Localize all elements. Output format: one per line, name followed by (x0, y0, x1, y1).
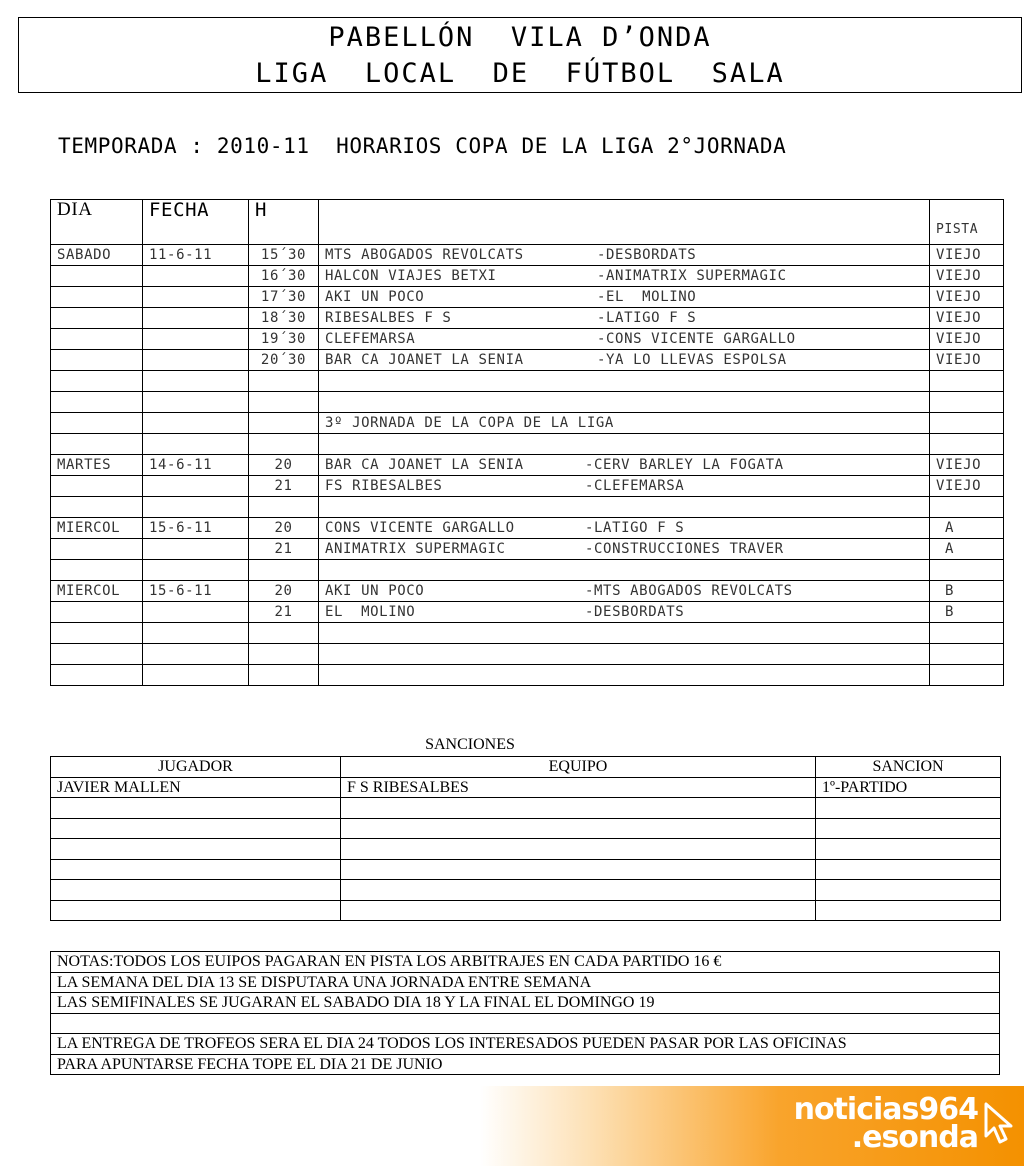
note-row (51, 972, 1000, 993)
cell-dia (51, 266, 143, 287)
away-team: -LATIGO F S (597, 310, 697, 326)
cell-jugador (51, 859, 341, 880)
away-team: -LATIGO F S (585, 520, 685, 536)
cell-match (319, 413, 930, 434)
col-match-header (319, 200, 930, 245)
cell-dia (51, 476, 143, 497)
cell-fecha: 11-6-11 (143, 245, 249, 266)
cell-match (319, 665, 930, 686)
cell-dia (51, 539, 143, 560)
cell-dia (51, 623, 143, 644)
cell-hora (249, 644, 319, 665)
cell-match (319, 518, 930, 539)
cell-match (319, 644, 930, 665)
note-text: PARA APUNTARSE FECHA TOPE EL DIA 21 DE JUNIO (51, 1054, 1000, 1075)
col-equipo-header: EQUIPO (341, 757, 816, 778)
home-team: MTS ABOGADOS REVOLCATS (325, 247, 524, 263)
schedule-row (51, 329, 1004, 350)
sanction-row (51, 798, 1001, 819)
cell-hora (249, 413, 319, 434)
cell-jugador: JAVIER MALLEN (51, 777, 341, 798)
sanctions-title: SANCIONES (425, 736, 515, 753)
cell-dia: MARTES (51, 455, 143, 476)
cell-match (319, 497, 930, 518)
cell-dia (51, 350, 143, 371)
schedule-row (51, 434, 1004, 455)
col-jugador-header: JUGADOR (51, 757, 341, 778)
cell-hora: 15´30 (249, 245, 319, 266)
cell-hora: 21 (249, 476, 319, 497)
cell-jugador (51, 880, 341, 901)
away-team: -YA LO LLEVAS ESPOLSA (597, 352, 787, 368)
cell-fecha (143, 308, 249, 329)
schedule-row (51, 455, 1004, 476)
cell-hora (249, 665, 319, 686)
home-team: EL MOLINO (325, 604, 416, 620)
cell-match (319, 329, 930, 350)
cell-fecha (143, 644, 249, 665)
cell-fecha (143, 371, 249, 392)
cell-match (319, 350, 930, 371)
cell-pista: VIEJO (930, 350, 1004, 371)
cell-match (319, 560, 930, 581)
away-team: -DESBORDATS (597, 247, 697, 263)
cell-match (319, 287, 930, 308)
cell-jugador (51, 818, 341, 839)
sanctions-header-row (51, 757, 1001, 778)
header-box (18, 17, 1022, 93)
cell-hora: 20 (249, 455, 319, 476)
home-team: CLEFEMARSA (325, 331, 416, 347)
cell-equipo (341, 839, 816, 860)
header-subtitle: LIGA LOCAL DE FÚTBOL SALA (255, 58, 785, 89)
cell-sancion (816, 880, 1001, 901)
cell-hora: 20 (249, 518, 319, 539)
brand-logo-line1: noticias964 (793, 1092, 978, 1127)
cell-dia (51, 434, 143, 455)
cell-fecha (143, 434, 249, 455)
home-team: AKI UN POCO (325, 583, 425, 599)
schedule-row (51, 308, 1004, 329)
home-team: ANIMATRIX SUPERMAGIC (325, 541, 506, 557)
home-team: HALCON VIAJES BETXI (325, 268, 497, 284)
away-team: -DESBORDATS (585, 604, 685, 620)
cell-pista (930, 497, 1004, 518)
cell-fecha (143, 602, 249, 623)
cell-equipo (341, 798, 816, 819)
cell-sancion (816, 839, 1001, 860)
notes-table (50, 951, 1000, 1075)
cell-pista: VIEJO (930, 476, 1004, 497)
brand-banner[interactable] (480, 1086, 1024, 1166)
note-text: LA SEMANA DEL DIA 13 SE DISPUTARA UNA JORNADA ENTRE SEMANA (51, 972, 1000, 993)
cell-pista: VIEJO (930, 308, 1004, 329)
col-sancion-header: SANCION (816, 757, 1001, 778)
cell-dia: MIERCOL (51, 581, 143, 602)
cell-dia (51, 371, 143, 392)
sanction-row (51, 880, 1001, 901)
schedule-row (51, 245, 1004, 266)
cell-dia (51, 392, 143, 413)
cell-pista: VIEJO (930, 455, 1004, 476)
cell-dia: MIERCOL (51, 518, 143, 539)
sanction-row (51, 839, 1001, 860)
cell-sancion (816, 798, 1001, 819)
cell-dia (51, 308, 143, 329)
cell-hora: 19´30 (249, 329, 319, 350)
home-team: BAR CA JOANET LA SENIA (325, 457, 524, 473)
cell-pista: VIEJO (930, 329, 1004, 350)
cell-fecha (143, 287, 249, 308)
schedule-row (51, 539, 1004, 560)
schedule-row (51, 476, 1004, 497)
col-dia-header: DIA (51, 200, 143, 245)
cell-match (319, 623, 930, 644)
cell-pista (930, 392, 1004, 413)
cell-equipo (341, 880, 816, 901)
away-team: -ANIMATRIX SUPERMAGIC (597, 268, 787, 284)
cell-fecha (143, 560, 249, 581)
schedule-table (50, 199, 1004, 686)
cell-pista: VIEJO (930, 287, 1004, 308)
cell-pista (930, 560, 1004, 581)
cell-pista: VIEJO (930, 245, 1004, 266)
cell-match (319, 371, 930, 392)
away-team: -MTS ABOGADOS REVOLCATS (585, 583, 793, 599)
round-note: 3º JORNADA DE LA COPA DE LA LIGA (325, 415, 614, 431)
schedule-row (51, 581, 1004, 602)
col-h-header: H (249, 200, 319, 245)
away-team: -EL MOLINO (597, 289, 697, 305)
cell-dia (51, 413, 143, 434)
cell-sancion (816, 859, 1001, 880)
sanction-row (51, 859, 1001, 880)
header-title: PABELLÓN VILA D’ONDA (328, 22, 712, 53)
away-team: -CONSTRUCCIONES TRAVER (585, 541, 784, 557)
cell-match (319, 392, 930, 413)
cell-fecha (143, 539, 249, 560)
note-text: LA ENTREGA DE TROFEOS SERA EL DIA 24 TODOS LOS INTERESADOS PUEDEN PASAR POR LAS OFICINAS (51, 1034, 1000, 1055)
cell-pista (930, 644, 1004, 665)
home-team: CONS VICENTE GARGALLO (325, 520, 515, 536)
cell-fecha: 15-6-11 (143, 581, 249, 602)
cell-equipo: F S RIBESALBES (341, 777, 816, 798)
schedule-row (51, 371, 1004, 392)
cell-fecha (143, 476, 249, 497)
cell-hora: 21 (249, 602, 319, 623)
season-line: TEMPORADA : 2010-11 HORARIOS COPA DE LA LIGA 2°JORNADA (58, 134, 787, 158)
cell-match (319, 455, 930, 476)
schedule-row (51, 266, 1004, 287)
cell-match (319, 308, 930, 329)
sanction-row (51, 818, 1001, 839)
cell-fecha (143, 623, 249, 644)
sanctions-table (50, 756, 1001, 921)
cell-fecha (143, 329, 249, 350)
cell-match (319, 476, 930, 497)
brand-logo[interactable] (793, 1092, 978, 1155)
sanction-row (51, 777, 1001, 798)
cell-fecha (143, 350, 249, 371)
cell-pista (930, 665, 1004, 686)
cell-dia: SABADO (51, 245, 143, 266)
cursor-arrow-icon (982, 1102, 1014, 1146)
cell-pista (930, 623, 1004, 644)
cell-hora (249, 623, 319, 644)
col-fecha-header: FECHA (143, 200, 249, 245)
away-team: -CONS VICENTE GARGALLO (597, 331, 796, 347)
schedule-row (51, 644, 1004, 665)
schedule-row (51, 518, 1004, 539)
cell-fecha (143, 497, 249, 518)
schedule-row (51, 560, 1004, 581)
cell-dia (51, 602, 143, 623)
schedule-row (51, 497, 1004, 518)
cell-pista: A (930, 518, 1004, 539)
cell-fecha (143, 413, 249, 434)
note-row (51, 1013, 1000, 1034)
away-team: -CLEFEMARSA (585, 478, 685, 494)
note-text: NOTAS:TODOS LOS EUIPOS PAGARAN EN PISTA LOS ARBITRAJES EN CADA PARTIDO 16 € (51, 952, 1000, 973)
cell-hora (249, 497, 319, 518)
cell-equipo (341, 818, 816, 839)
cell-hora: 17´30 (249, 287, 319, 308)
cell-dia (51, 287, 143, 308)
cell-fecha (143, 665, 249, 686)
cell-pista (930, 413, 1004, 434)
home-team: AKI UN POCO (325, 289, 425, 305)
note-row (51, 1034, 1000, 1055)
cell-match (319, 602, 930, 623)
note-row (51, 993, 1000, 1014)
cell-hora: 20 (249, 581, 319, 602)
note-text (51, 1013, 1000, 1034)
cell-pista: B (930, 602, 1004, 623)
cell-dia (51, 497, 143, 518)
home-team: BAR CA JOANET LA SENIA (325, 352, 524, 368)
cell-fecha: 14-6-11 (143, 455, 249, 476)
note-text: LAS SEMIFINALES SE JUGARAN EL SABADO DIA 18 Y LA FINAL EL DOMINGO 19 (51, 993, 1000, 1014)
col-pista-header: PISTA (930, 200, 1004, 245)
cell-match (319, 581, 930, 602)
cell-pista (930, 371, 1004, 392)
cell-pista (930, 434, 1004, 455)
home-team: RIBESALBES F S (325, 310, 452, 326)
cell-pista: B (930, 581, 1004, 602)
cell-pista: A (930, 539, 1004, 560)
cell-jugador (51, 839, 341, 860)
cell-dia (51, 644, 143, 665)
cell-dia (51, 665, 143, 686)
note-row (51, 1054, 1000, 1075)
cell-hora: 20´30 (249, 350, 319, 371)
cell-dia (51, 329, 143, 350)
schedule-row (51, 350, 1004, 371)
cell-hora (249, 434, 319, 455)
cell-hora (249, 392, 319, 413)
cell-hora: 16´30 (249, 266, 319, 287)
cell-pista: VIEJO (930, 266, 1004, 287)
away-team: -CERV BARLEY LA FOGATA (585, 457, 784, 473)
cell-equipo (341, 900, 816, 921)
cell-fecha: 15-6-11 (143, 518, 249, 539)
cell-equipo (341, 859, 816, 880)
schedule-header-row (51, 200, 1004, 245)
note-row (51, 952, 1000, 973)
schedule-row (51, 665, 1004, 686)
cell-match (319, 245, 930, 266)
home-team: FS RIBESALBES (325, 478, 443, 494)
cell-match (319, 266, 930, 287)
cell-hora: 21 (249, 539, 319, 560)
schedule-row (51, 623, 1004, 644)
cell-match (319, 434, 930, 455)
brand-logo-line2: .esonda (851, 1120, 978, 1155)
sanction-row (51, 900, 1001, 921)
schedule-row (51, 287, 1004, 308)
schedule-row (51, 602, 1004, 623)
cell-dia (51, 560, 143, 581)
cell-hora (249, 371, 319, 392)
cell-match (319, 539, 930, 560)
cell-fecha (143, 266, 249, 287)
cell-sancion (816, 818, 1001, 839)
cell-sancion: 1º-PARTIDO (816, 777, 1001, 798)
cell-hora: 18´30 (249, 308, 319, 329)
schedule-row (51, 413, 1004, 434)
schedule-row (51, 392, 1004, 413)
cell-hora (249, 560, 319, 581)
cell-jugador (51, 900, 341, 921)
cell-jugador (51, 798, 341, 819)
cell-sancion (816, 900, 1001, 921)
cell-fecha (143, 392, 249, 413)
